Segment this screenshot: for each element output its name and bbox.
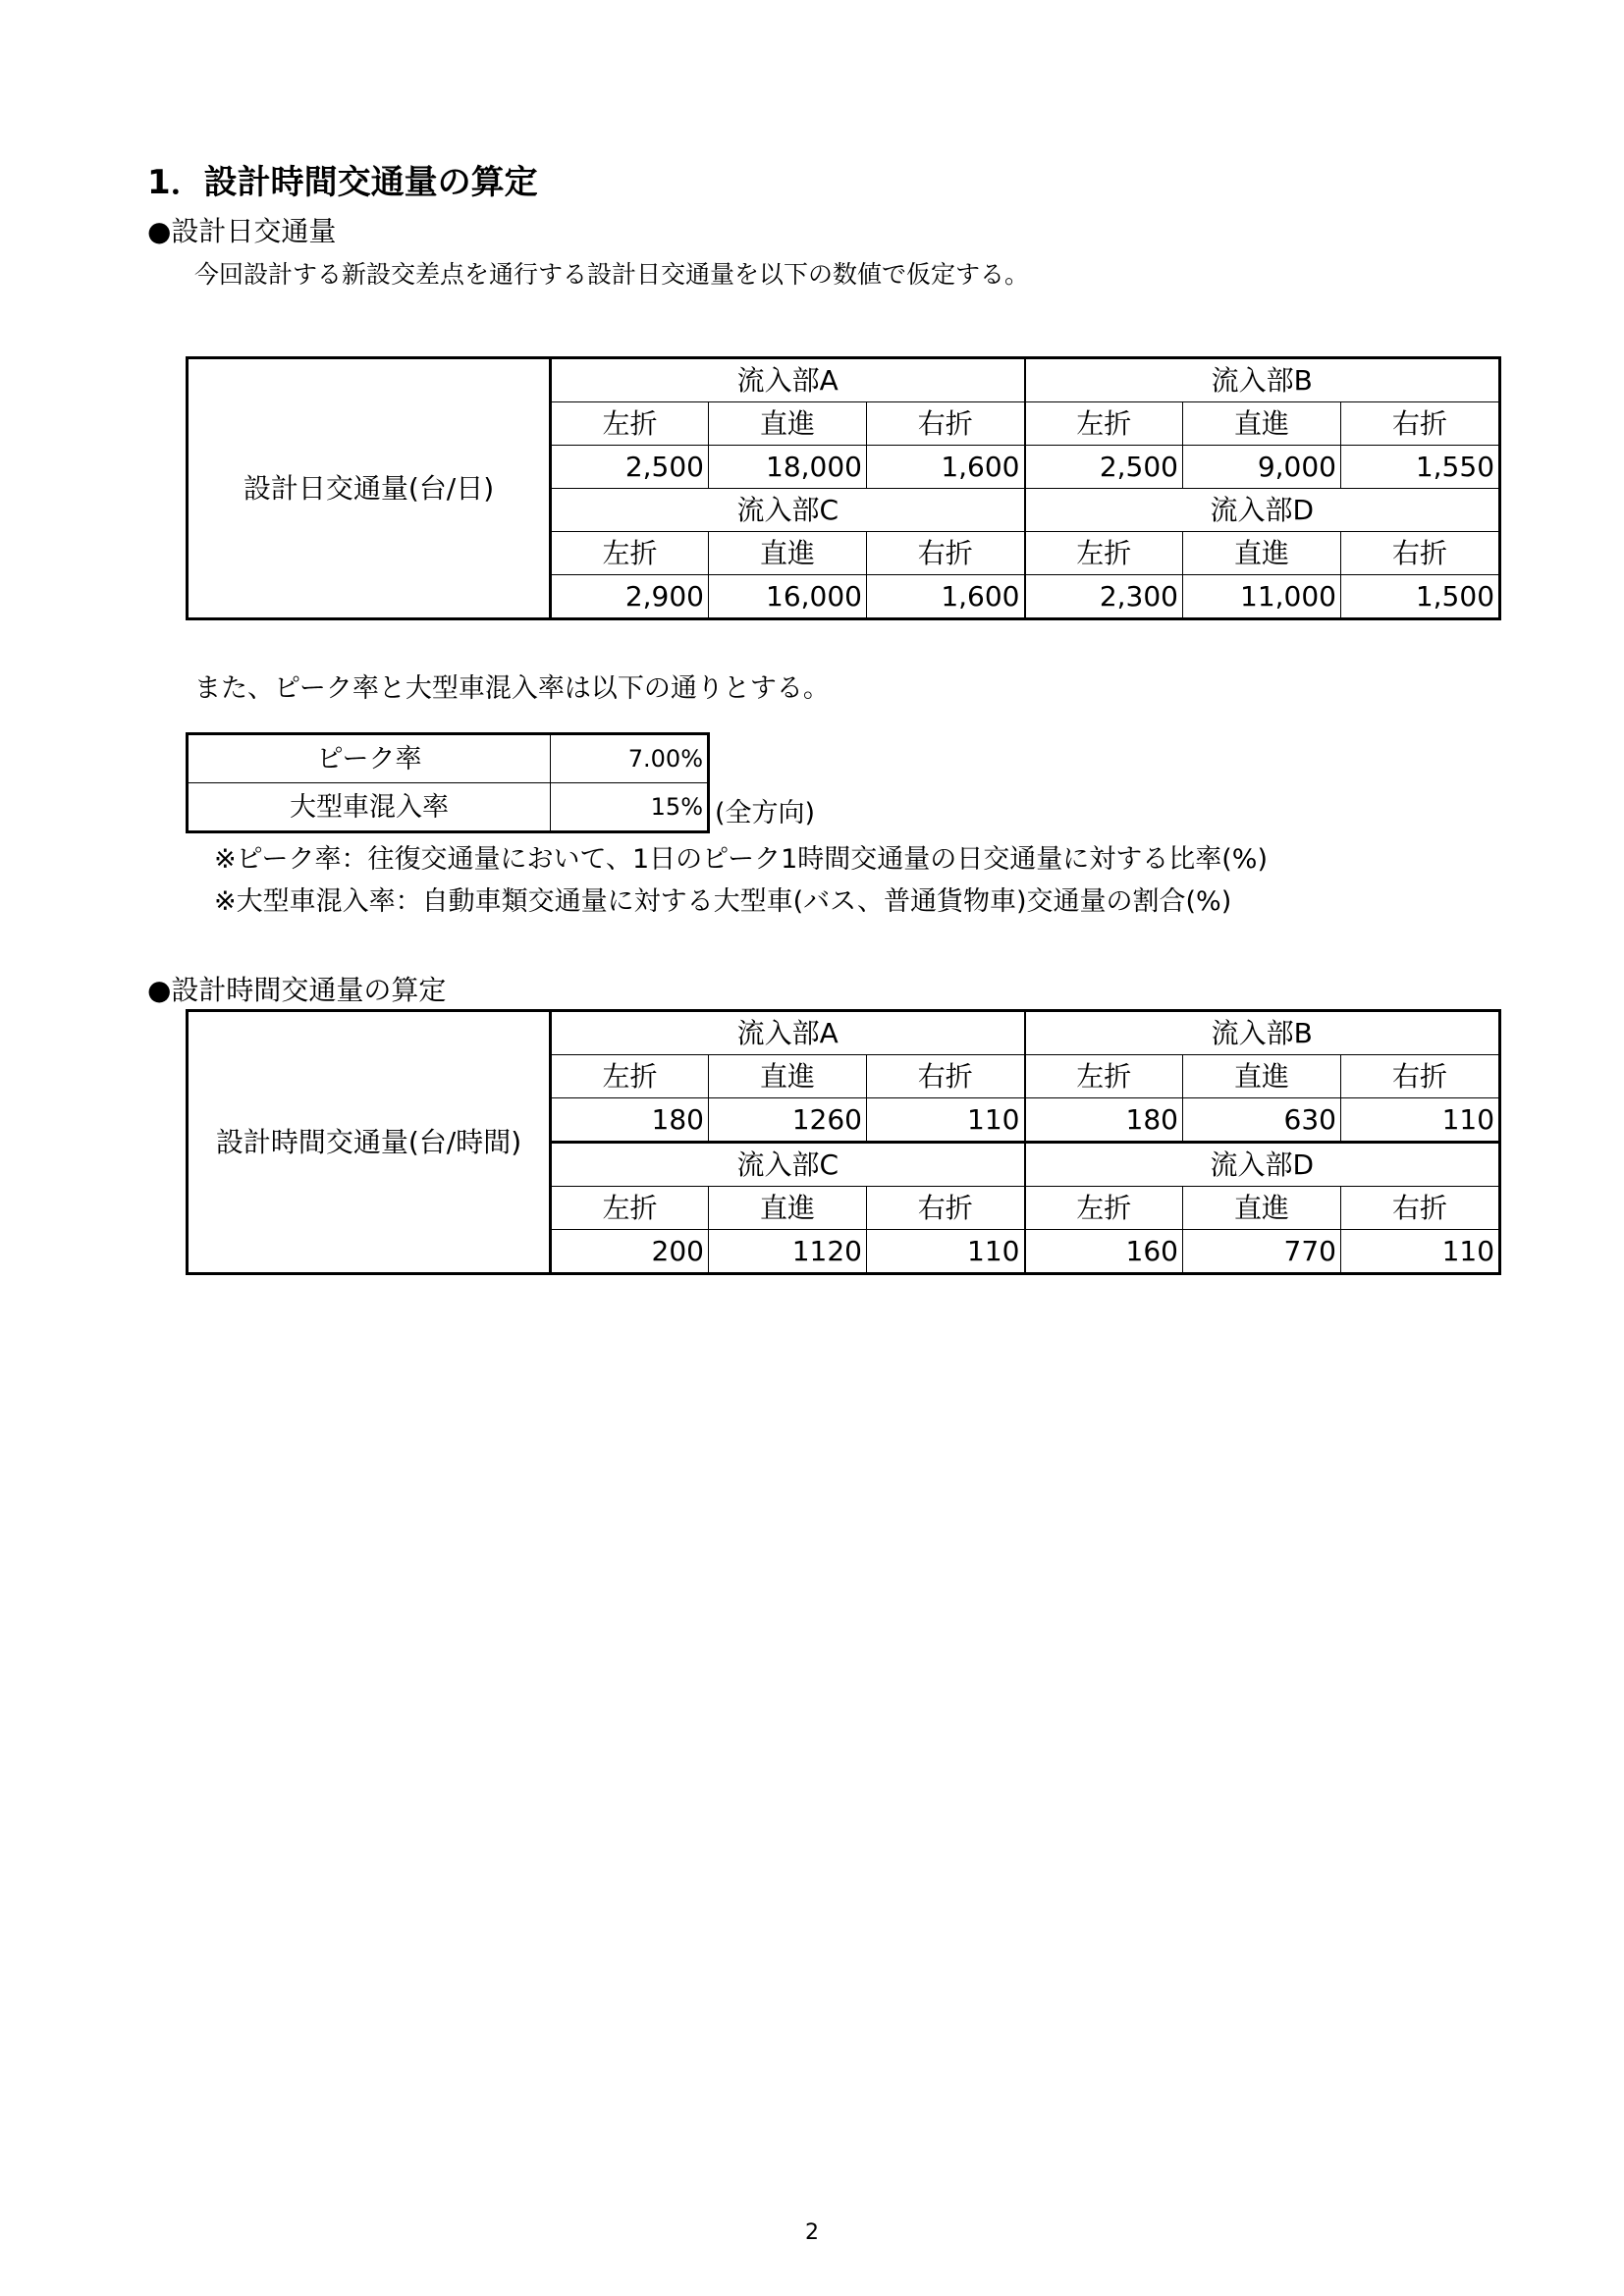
movement-header: 左折 [551, 1187, 709, 1230]
rates-table [186, 732, 710, 833]
movement-header: 左折 [551, 402, 709, 446]
movement-header: 右折 [1341, 1055, 1500, 1098]
value-cell: 2,500 [1025, 446, 1183, 489]
peak-rate-footnote: ※ピーク率：往復交通量において、1日のピーク1時間交通量の日交通量に対する比率(%) [214, 844, 1269, 875]
movement-header: 右折 [867, 402, 1025, 446]
section-title-hourly: ●設計時間交通量の算定 [147, 974, 447, 1006]
movement-header: 直進 [709, 1187, 867, 1230]
heavy-vehicle-rate-value: 15% [551, 783, 709, 832]
group-header-b: 流入部B [1025, 1011, 1500, 1055]
daily-row-label: 設計日交通量(台/日) [188, 358, 551, 619]
section-title-daily: ●設計日交通量 [147, 215, 337, 247]
daily-intro-text: 今回設計する新設交差点を通行する設計日交通量を以下の数値で仮定する。 [194, 260, 1030, 289]
movement-header: 直進 [1183, 1055, 1341, 1098]
group-header-d: 流入部D [1025, 489, 1500, 532]
all-directions-note: (全方向) [715, 798, 816, 828]
movement-header: 右折 [867, 1055, 1025, 1098]
movement-header: 右折 [867, 532, 1025, 575]
value-cell: 180 [1025, 1098, 1183, 1143]
value-cell: 110 [1341, 1098, 1500, 1143]
page-number: 2 [805, 2220, 819, 2245]
group-header-b: 流入部B [1025, 358, 1500, 402]
value-cell: 180 [551, 1098, 709, 1143]
movement-header: 直進 [1183, 1187, 1341, 1230]
value-cell: 1,500 [1341, 575, 1500, 619]
movement-header: 右折 [1341, 402, 1500, 446]
rates-intro-text: また、ピーク率と大型車混入率は以下の通りとする。 [194, 673, 830, 704]
movement-header: 右折 [867, 1187, 1025, 1230]
value-cell: 630 [1183, 1098, 1341, 1143]
movement-header: 左折 [551, 532, 709, 575]
value-cell: 2,900 [551, 575, 709, 619]
value-cell: 1,600 [867, 575, 1025, 619]
movement-header: 左折 [1025, 1187, 1183, 1230]
movement-header: 右折 [1341, 532, 1500, 575]
movement-header: 左折 [1025, 1055, 1183, 1098]
movement-header: 左折 [1025, 402, 1183, 446]
value-cell: 16,000 [709, 575, 867, 619]
group-header-c: 流入部C [551, 1143, 1025, 1187]
movement-header: 直進 [1183, 402, 1341, 446]
value-cell: 110 [867, 1230, 1025, 1274]
value-cell: 2,500 [551, 446, 709, 489]
peak-rate-label: ピーク率 [188, 734, 551, 783]
movement-header: 直進 [1183, 532, 1341, 575]
movement-header: 直進 [709, 532, 867, 575]
value-cell: 1,600 [867, 446, 1025, 489]
value-cell: 200 [551, 1230, 709, 1274]
value-cell: 2,300 [1025, 575, 1183, 619]
hourly-row-label: 設計時間交通量(台/時間) [188, 1011, 551, 1274]
value-cell: 1120 [709, 1230, 867, 1274]
value-cell: 1260 [709, 1098, 867, 1143]
daily-traffic-table [186, 356, 1501, 620]
heavy-vehicle-footnote: ※大型車混入率：自動車類交通量に対する大型車(バス、普通貨物車)交通量の割合(%) [214, 886, 1232, 917]
movement-header: 直進 [709, 1055, 867, 1098]
value-cell: 110 [867, 1098, 1025, 1143]
value-cell: 9,000 [1183, 446, 1341, 489]
value-cell: 18,000 [709, 446, 867, 489]
movement-header: 右折 [1341, 1187, 1500, 1230]
value-cell: 770 [1183, 1230, 1341, 1274]
movement-header: 左折 [551, 1055, 709, 1098]
value-cell: 11,000 [1183, 575, 1341, 619]
peak-rate-value: 7.00% [551, 734, 709, 783]
group-header-a: 流入部A [551, 1011, 1025, 1055]
hourly-traffic-table [186, 1009, 1501, 1275]
group-header-c: 流入部C [551, 489, 1025, 532]
group-header-a: 流入部A [551, 358, 1025, 402]
value-cell: 110 [1341, 1230, 1500, 1274]
group-header-d: 流入部D [1025, 1143, 1500, 1187]
value-cell: 160 [1025, 1230, 1183, 1274]
value-cell: 1,550 [1341, 446, 1500, 489]
page-heading: 1．設計時間交通量の算定 [147, 163, 538, 202]
heavy-vehicle-rate-label: 大型車混入率 [188, 783, 551, 832]
movement-header: 左折 [1025, 532, 1183, 575]
movement-header: 直進 [709, 402, 867, 446]
